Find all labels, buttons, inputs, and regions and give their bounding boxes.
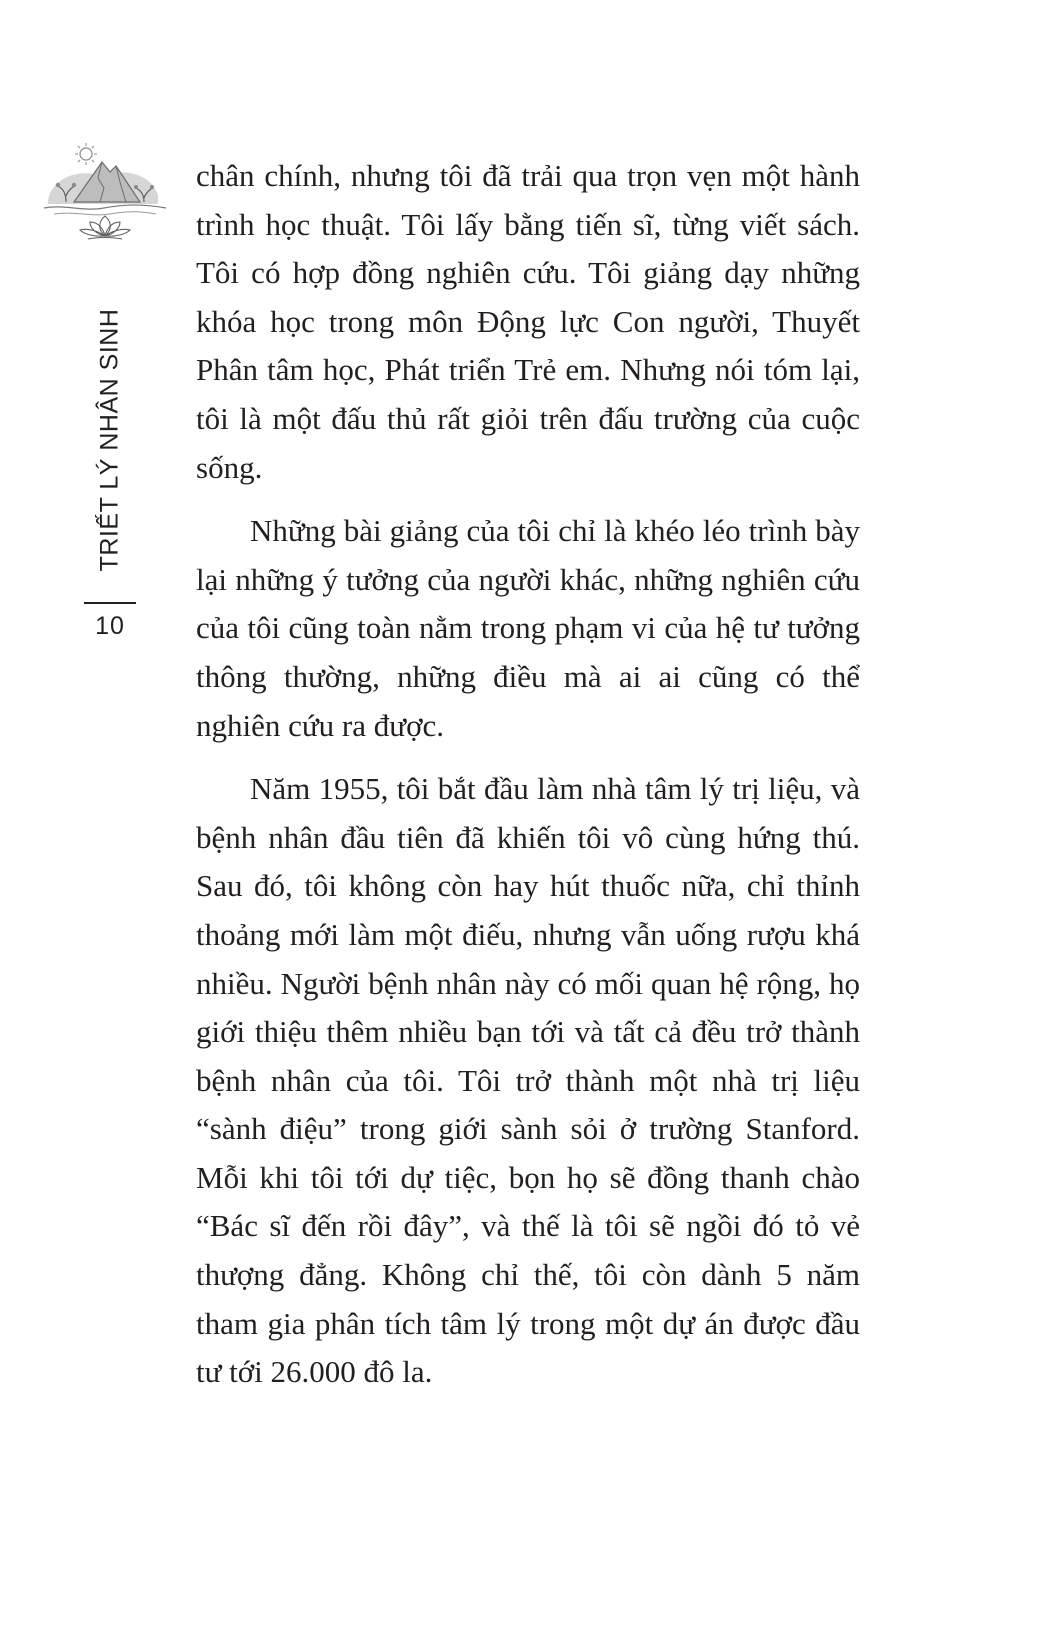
folio-rule bbox=[84, 602, 136, 604]
page-number: 10 bbox=[95, 612, 125, 640]
running-head-text: TRIẾT LÝ NHÂN SINH bbox=[95, 308, 124, 572]
paragraph-1: chân chính, nhưng tôi đã trải qua trọn vẹn một hành trình học thuật. Tôi lấy bằng tiến sĩ, từng viết sách. Tôi có hợp đồng nghiên cứu. Tôi giảng dạy những khóa học trong môn Động lực Con người, Thuyết Phân tâm học, Phát triển Trẻ em. Nhưng nói tóm lại, tôi là một đấu thủ rất giỏi trên đấu trường của cuộc sống. bbox=[196, 158, 860, 485]
paragraph-3: Năm 1955, tôi bắt đầu làm nhà tâm lý trị liệu, và bệnh nhân đầu tiên đã khiến tôi vô cùng hứng thú. Sau đó, tôi không còn hay hút thuốc nữa, chỉ thỉnh thoảng mới làm một điếu, nhưng vẫn uống rượu khá nhiều. Người bệnh nhân này có mối quan hệ rộng, họ giới thiệu thêm nhiều bạn tới và tất cả đều trở thành bệnh nhân của tôi. Tôi trở thành một nhà trị liệu “sành điệu” trong giới sành sỏi ở trường Stanford. Mỗi khi tôi tới dự tiệc, bọn họ sẽ đồng thanh chào “Bác sĩ đến rồi đây”, và thế là tôi sẽ ngồi đó tỏ vẻ thượng đẳng. Không chỉ thế, tôi còn dành 5 năm tham gia phân tích tâm lý trong một dự án được đầu tư tới 26.000 đô la. bbox=[196, 771, 860, 1390]
paragraph-2: Những bài giảng của tôi chỉ là khéo léo trình bày lại những ý tưởng của người khác, những nghiên cứu của tôi cũng toàn nằm trong phạm vi của hệ tư tưởng thông thường, những điều mà ai ai cũng có thể nghiên cứu ra được. bbox=[196, 513, 860, 743]
mountain-lotus-icon bbox=[40, 138, 170, 242]
body-text bbox=[196, 152, 860, 1412]
